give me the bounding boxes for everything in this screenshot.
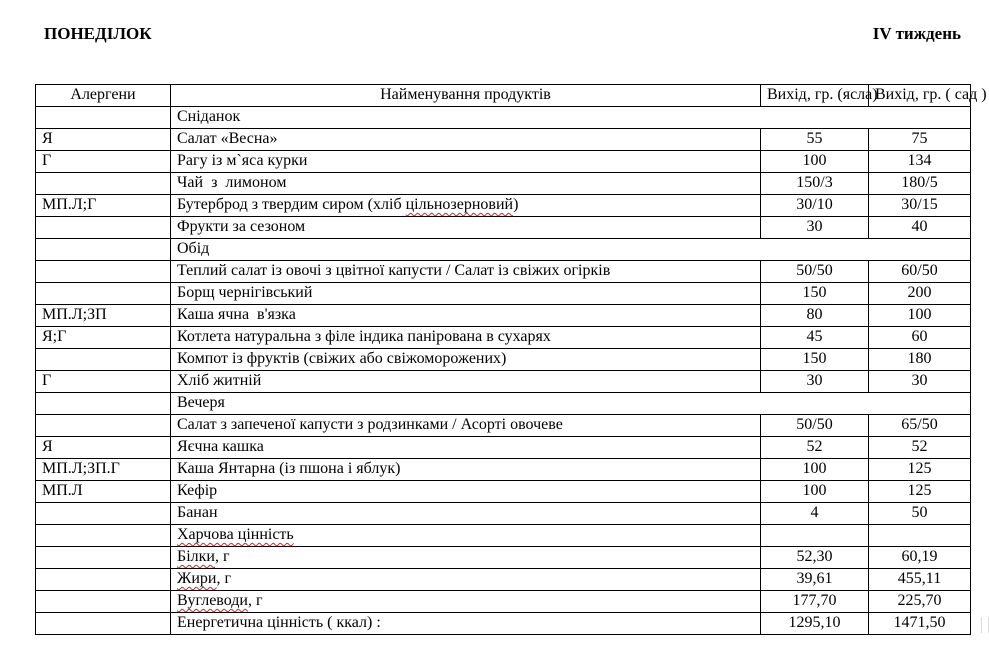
product-name-cell: Салат «Весна»: [171, 129, 761, 151]
yield-nursery-cell: 50/50: [761, 261, 869, 283]
yield-nursery-cell: 100: [761, 459, 869, 481]
allergens-cell: [36, 173, 171, 195]
allergens-cell: Г: [36, 371, 171, 393]
product-name-cell: Компот із фруктів (свіжих або свіжоморожених): [171, 349, 761, 371]
yield-nursery-cell: 30: [761, 217, 869, 239]
table-header-row: [36, 85, 971, 107]
product-name-cell: Каша ячна в'язка: [171, 305, 761, 327]
spellcheck-flagged-word[interactable]: цільнозерновий: [405, 196, 514, 213]
section-title: Обід: [171, 239, 971, 261]
allergens-cell: МП.Л;Г: [36, 195, 171, 217]
allergens-cell: [36, 239, 171, 261]
yield-kindergarten-cell: 125: [869, 459, 971, 481]
energy-label-cell: Енергетична цінність ( ккал) :: [171, 613, 761, 635]
allergens-cell: [36, 503, 171, 525]
product-name-cell: [171, 195, 761, 217]
section-row-nutrition: [36, 525, 971, 547]
day-title: ПОНЕДІЛОК: [44, 24, 152, 43]
allergens-cell: Я;Г: [36, 327, 171, 349]
header-yield-nursery: Вихід, гр. (ясла): [761, 85, 869, 107]
energy-nursery-cell: 1295,10: [761, 613, 869, 635]
product-name-cell: Фрукти за сезоном: [171, 217, 761, 239]
section-title: Сніданок: [171, 107, 971, 129]
table-row: [36, 371, 971, 393]
table-row: [36, 481, 971, 503]
allergens-cell: [36, 107, 171, 129]
product-name-cell: Котлета натуральна з філе індика панірована в сухарях: [171, 327, 761, 349]
table-row: [36, 503, 971, 525]
table-row: [36, 437, 971, 459]
yield-kindergarten-cell: 40: [869, 217, 971, 239]
energy-kindergarten-cell: 1471,50: [869, 613, 971, 635]
yield-nursery-cell: 150/3: [761, 173, 869, 195]
yield-nursery-cell: 50/50: [761, 415, 869, 437]
yield-kindergarten-cell: 60,19: [869, 547, 971, 569]
yield-nursery-cell: 39,61: [761, 569, 869, 591]
nutrition-row-carbs: [36, 591, 971, 613]
table-row: [36, 261, 971, 283]
allergens-cell: Г: [36, 151, 171, 173]
nutrient-label-cell: [171, 569, 761, 591]
yield-kindergarten-cell: 225,70: [869, 591, 971, 613]
allergens-cell: [36, 569, 171, 591]
section-title: [171, 525, 761, 547]
yield-nursery-cell: 52: [761, 437, 869, 459]
section-row-lunch: [36, 239, 971, 261]
nutrient-unit: , г: [247, 592, 263, 609]
allergens-cell: [36, 547, 171, 569]
section-title: Вечеря: [171, 393, 971, 415]
yield-nursery-cell: 177,70: [761, 591, 869, 613]
yield-kindergarten-cell: 50: [869, 503, 971, 525]
yield-kindergarten-cell: 455,11: [869, 569, 971, 591]
product-name-cell: Банан: [171, 503, 761, 525]
product-name-cell: Яєчна кашка: [171, 437, 761, 459]
nutrient-unit: , г: [216, 570, 232, 587]
allergens-cell: [36, 283, 171, 305]
yield-nursery-cell: 45: [761, 327, 869, 349]
header-product-name: Найменування продуктів: [171, 85, 761, 107]
table-row: [36, 195, 971, 217]
yield-nursery-cell: 30/10: [761, 195, 869, 217]
yield-nursery-cell: 100: [761, 151, 869, 173]
section-row-breakfast: [36, 107, 971, 129]
yield-nursery-cell: [761, 525, 869, 547]
yield-nursery-cell: 55: [761, 129, 869, 151]
table-row: [36, 217, 971, 239]
table-row: [36, 349, 971, 371]
allergens-cell: [36, 393, 171, 415]
allergens-cell: Я: [36, 129, 171, 151]
yield-kindergarten-cell: 30/15: [869, 195, 971, 217]
yield-kindergarten-cell: 100: [869, 305, 971, 327]
yield-kindergarten-cell: 65/50: [869, 415, 971, 437]
yield-kindergarten-cell: 180: [869, 349, 971, 371]
text-cursor-icon: [981, 617, 989, 633]
allergens-cell: [36, 525, 171, 547]
week-title: IV тиждень: [872, 24, 961, 43]
yield-kindergarten-cell: 60: [869, 327, 971, 349]
spellcheck-flagged-word[interactable]: Вуглеводи: [177, 592, 248, 609]
product-name-cell: Борщ чернігівський: [171, 283, 761, 305]
yield-kindergarten-cell: 180/5: [869, 173, 971, 195]
allergens-cell: [36, 217, 171, 239]
table-row: [36, 151, 971, 173]
yield-kindergarten-cell: 134: [869, 151, 971, 173]
spellcheck-flagged-word[interactable]: Жири: [177, 570, 217, 587]
product-name-cell: Салат з запеченої капусти з родзинками / Асорті овочеве: [171, 415, 761, 437]
nutrient-unit: , г: [214, 548, 230, 565]
yield-nursery-cell: 30: [761, 371, 869, 393]
allergens-cell: [36, 415, 171, 437]
yield-kindergarten-cell: 52: [869, 437, 971, 459]
allergens-cell: МП.Л;ЗП: [36, 305, 171, 327]
table-row: [36, 327, 971, 349]
yield-kindergarten-cell: [869, 525, 971, 547]
yield-kindergarten-cell: 125: [869, 481, 971, 503]
product-name-text: Бутерброд з твердим сиром (хліб: [177, 196, 406, 213]
allergens-cell: [36, 261, 171, 283]
header-allergens: Алергени: [36, 85, 171, 107]
table-row: [36, 283, 971, 305]
nutrient-label-cell: [171, 591, 761, 613]
menu-table: [35, 84, 987, 635]
product-name-cell: Каша Янтарна (із пшона і яблук): [171, 459, 761, 481]
allergens-cell: [36, 349, 171, 371]
product-name-text-tail: ): [513, 196, 519, 213]
product-name-cell: Хліб житній: [171, 371, 761, 393]
nutrition-row-protein: [36, 547, 971, 569]
nutrition-row-fat: [36, 569, 971, 591]
allergens-cell: [36, 591, 171, 613]
nutrition-row-energy: [36, 613, 971, 635]
table-row: [36, 305, 971, 327]
yield-kindergarten-cell: 75: [869, 129, 971, 151]
product-name-cell: Кефір: [171, 481, 761, 503]
yield-nursery-cell: 100: [761, 481, 869, 503]
table-row: [36, 459, 971, 481]
yield-kindergarten-cell: 60/50: [869, 261, 971, 283]
yield-nursery-cell: 52,30: [761, 547, 869, 569]
table-row: [36, 173, 971, 195]
allergens-cell: [36, 613, 171, 635]
section-row-dinner: [36, 393, 971, 415]
product-name-cell: Чай з лимоном: [171, 173, 761, 195]
header-yield-kindergarten: Вихід, гр. ( сад ): [869, 85, 971, 107]
allergens-cell: МП.Л: [36, 481, 171, 503]
product-name-cell: Рагу із м`яса курки: [171, 151, 761, 173]
yield-kindergarten-cell: 200: [869, 283, 971, 305]
spellcheck-flagged-word[interactable]: Харчова цінність: [177, 526, 294, 543]
yield-nursery-cell: 80: [761, 305, 869, 327]
allergens-cell: МП.Л;ЗП.Г: [36, 459, 171, 481]
yield-nursery-cell: 4: [761, 503, 869, 525]
table-row: [36, 415, 971, 437]
nutrient-label-cell: [171, 547, 761, 569]
product-name-cell: Теплий салат із овочі з цвітної капусти / Салат із свіжих огірків: [171, 261, 761, 283]
table-row: [36, 129, 971, 151]
allergens-cell: Я: [36, 437, 171, 459]
yield-nursery-cell: 150: [761, 349, 869, 371]
yield-nursery-cell: 150: [761, 283, 869, 305]
spellcheck-flagged-word[interactable]: Білки: [177, 548, 215, 565]
yield-kindergarten-cell: 30: [869, 371, 971, 393]
